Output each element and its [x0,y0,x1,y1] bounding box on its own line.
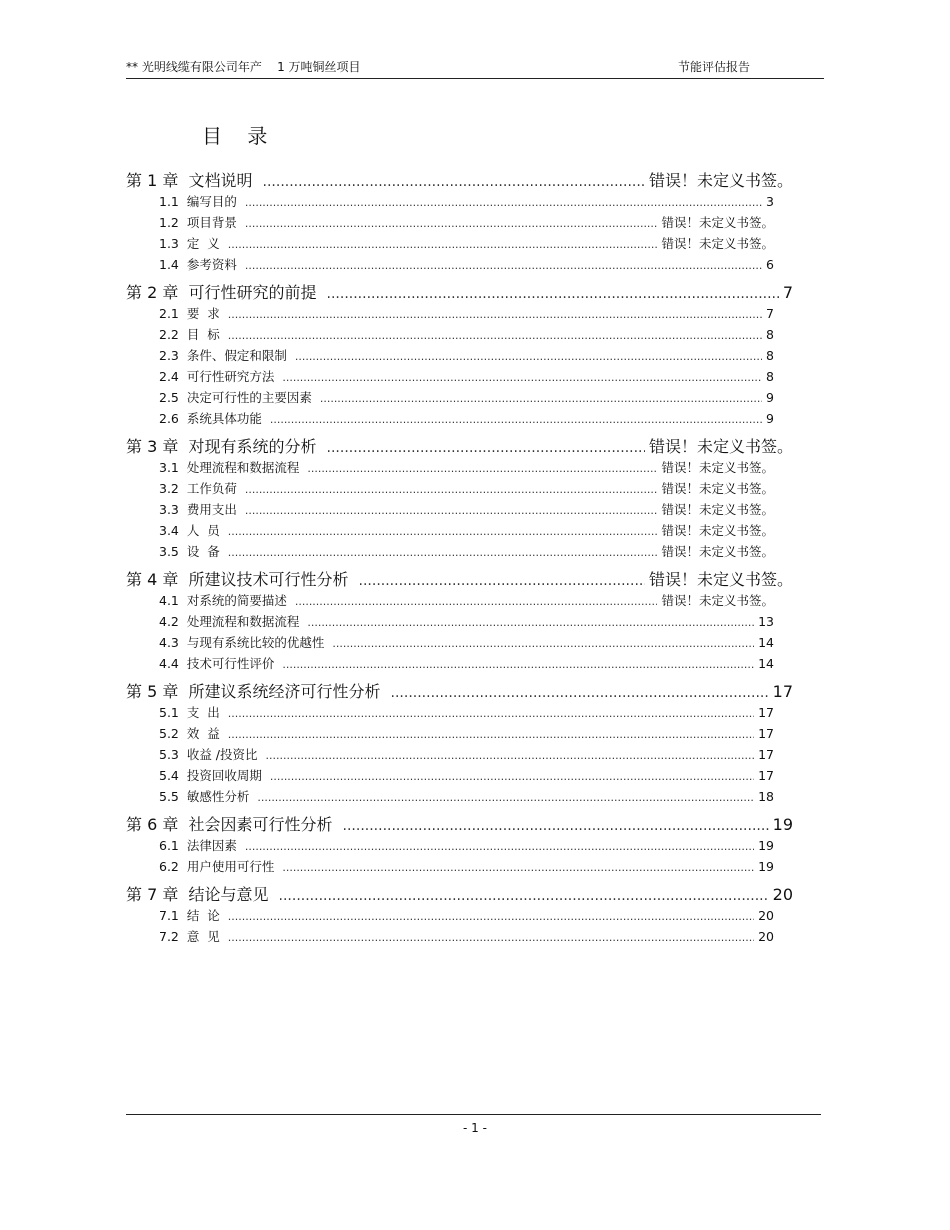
toc-section-entry[interactable] [159,346,774,367]
toc-section-entry[interactable] [159,542,774,563]
toc-section-label: 3.5 设 备 [159,544,220,559]
toc-leader-dots [282,658,754,671]
toc-section-page: 6 [766,257,774,272]
toc-chapter-label: 第 3 章 对现有系统的分析 [126,437,317,456]
header-right-text: 节能评估报告 [678,60,751,74]
toc-section-label: 3.1 处理流程和数据流程 [159,460,300,475]
toc-leader-dots [257,791,754,804]
toc-section-entry[interactable] [159,787,774,808]
toc-section-entry[interactable] [159,213,774,234]
toc-section-label: 5.3 收益 /投资比 [159,747,258,762]
footer-divider [126,1114,821,1115]
toc-section-page: 错误！未定义书签。 [661,544,774,559]
toc-section-page: 3 [766,194,774,209]
page-number: - 1 - [463,1121,487,1135]
header-left-text: ** 光明线缆有限公司年产 1 万吨铜丝项目 [126,60,361,74]
toc-chapter-label: 第 1 章 文档说明 [126,171,253,190]
toc-chapter-page: 20 [772,885,793,904]
toc-leader-dots [228,931,754,944]
toc-section-page: 7 [766,306,774,321]
toc-section-page: 20 [758,929,774,944]
toc-section-entry[interactable] [159,325,774,346]
toc-section-page: 错误！未定义书签。 [661,460,774,475]
toc-chapter-page: 19 [772,815,793,834]
toc-section-entry[interactable] [159,458,774,479]
toc-leader-dots [332,637,754,650]
toc-leader-dots [228,546,658,559]
toc-section-entry[interactable] [159,521,774,542]
toc-section-label: 3.4 人 员 [159,523,220,538]
toc-section-label: 3.3 费用支出 [159,502,237,517]
toc-section-entry[interactable] [159,836,774,857]
toc-section-entry[interactable] [159,724,774,745]
toc-leader-dots [295,350,762,363]
toc-chapter-label: 第 7 章 结论与意见 [126,885,269,904]
toc-section-page: 错误！未定义书签。 [661,523,774,538]
toc-section-page: 错误！未定义书签。 [661,593,774,608]
toc-leader-dots [245,483,658,496]
toc-chapter-label: 第 5 章 所建议系统经济可行性分析 [126,682,381,701]
toc-section-page: 14 [758,656,774,671]
toc-section-entry[interactable] [159,409,774,430]
toc-section-label: 7.2 意 见 [159,929,220,944]
toc-section-entry[interactable] [159,703,774,724]
toc-chapter-entry[interactable] [126,679,793,703]
toc-leader-dots [266,749,755,762]
toc-leader-dots [245,840,754,853]
toc-chapter-label: 第 6 章 社会因素可行性分析 [126,815,333,834]
toc-chapter-label: 第 2 章 可行性研究的前提 [126,283,317,302]
toc-leader-dots [263,174,645,190]
toc-section-page: 13 [758,614,774,629]
toc-leader-dots [295,595,658,608]
toc-section-label: 6.1 法律因素 [159,838,237,853]
toc-section-entry[interactable] [159,500,774,521]
toc-section-page: 17 [758,705,774,720]
toc-leader-dots [245,504,658,517]
toc-section-page: 错误！未定义书签。 [661,236,774,251]
toc-section-label: 1.4 参考资料 [159,257,237,272]
toc-section-entry[interactable] [159,633,774,654]
toc-chapter-entry[interactable] [126,567,793,591]
toc-section-entry[interactable] [159,367,774,388]
table-of-contents [0,168,950,948]
toc-section-label: 6.2 用户使用可行性 [159,859,275,874]
toc-section-page: 8 [766,369,774,384]
toc-chapter-entry[interactable] [126,168,793,192]
toc-chapter-entry[interactable] [126,812,793,836]
toc-section-entry[interactable] [159,304,774,325]
toc-leader-dots [228,707,754,720]
toc-leader-dots [327,440,645,456]
toc-chapter-page: 错误！未定义书签。 [648,171,793,190]
toc-leader-dots [228,525,658,538]
toc-section-page: 8 [766,327,774,342]
toc-section-page: 错误！未定义书签。 [661,502,774,517]
toc-section-label: 2.1 要 求 [159,306,220,321]
toc-chapter-entry[interactable] [126,280,793,304]
toc-section-label: 1.3 定 义 [159,236,220,251]
toc-section-label: 3.2 工作负荷 [159,481,237,496]
toc-chapter-entry[interactable] [126,882,793,906]
toc-section-label: 4.2 处理流程和数据流程 [159,614,300,629]
toc-section-label: 5.4 投资回收周期 [159,768,262,783]
toc-section-entry[interactable] [159,654,774,675]
toc-section-page: 错误！未定义书签。 [661,481,774,496]
toc-section-page: 17 [758,747,774,762]
toc-section-entry[interactable] [159,745,774,766]
toc-section-label: 2.5 决定可行性的主要因素 [159,390,312,405]
toc-leader-dots [228,238,658,251]
toc-section-label: 4.4 技术可行性评价 [159,656,275,671]
toc-leader-dots [270,770,754,783]
toc-leader-dots [307,616,754,629]
toc-section-entry[interactable] [159,927,774,948]
toc-section-entry[interactable] [159,388,774,409]
toc-leader-dots [228,728,754,741]
toc-section-entry[interactable] [159,479,774,500]
toc-leader-dots [282,371,762,384]
toc-chapter-entry[interactable] [126,434,793,458]
toc-section-page: 8 [766,348,774,363]
toc-section-page: 9 [766,411,774,426]
toc-leader-dots [282,861,754,874]
toc-section-label: 1.1 编写目的 [159,194,237,209]
toc-leader-dots [270,413,762,426]
toc-chapter-page: 7 [782,283,793,302]
toc-section-label: 5.2 效 益 [159,726,220,741]
toc-section-page: 9 [766,390,774,405]
toc-section-label: 5.1 支 出 [159,705,220,720]
toc-section-page: 17 [758,726,774,741]
toc-section-label: 4.3 与现有系统比较的优越性 [159,635,325,650]
toc-leader-dots [228,329,762,342]
toc-section-label: 2.3 条件、假定和限制 [159,348,287,363]
toc-leader-dots [307,462,657,475]
toc-section-entry[interactable] [159,234,774,255]
toc-leader-dots [343,818,769,834]
toc-section-entry[interactable] [159,255,774,276]
toc-section-entry[interactable] [159,906,774,927]
toc-leader-dots [245,217,658,230]
toc-leader-dots [245,196,762,209]
toc-section-page: 20 [758,908,774,923]
toc-leader-dots [228,910,754,923]
toc-section-page: 19 [758,859,774,874]
toc-section-label: 5.5 敏感性分析 [159,789,250,804]
toc-leader-dots [279,888,769,904]
toc-title: 目 录 [202,124,268,148]
toc-section-entry[interactable] [159,591,774,612]
toc-section-label: 2.2 目 标 [159,327,220,342]
toc-chapter-page: 错误！未定义书签。 [648,437,793,456]
toc-leader-dots [327,286,779,302]
toc-leader-dots [320,392,762,405]
toc-leader-dots [228,308,762,321]
toc-section-label: 7.1 结 论 [159,908,220,923]
toc-leader-dots [245,259,762,272]
toc-leader-dots [391,685,769,701]
toc-section-label: 4.1 对系统的简要描述 [159,593,287,608]
toc-section-entry[interactable] [159,612,774,633]
toc-section-page: 错误！未定义书签。 [661,215,774,230]
toc-leader-dots [359,573,645,589]
toc-section-label: 2.4 可行性研究方法 [159,369,275,384]
toc-section-entry[interactable] [159,857,774,878]
toc-section-page: 18 [758,789,774,804]
toc-section-page: 19 [758,838,774,853]
toc-chapter-page: 17 [772,682,793,701]
page-header [126,54,824,79]
toc-section-entry[interactable] [159,192,774,213]
toc-chapter-label: 第 4 章 所建议技术可行性分析 [126,570,349,589]
toc-section-label: 2.6 系统具体功能 [159,411,262,426]
toc-chapter-page: 错误！未定义书签。 [648,570,793,589]
toc-section-entry[interactable] [159,766,774,787]
toc-section-label: 1.2 项目背景 [159,215,237,230]
toc-section-page: 17 [758,768,774,783]
toc-section-page: 14 [758,635,774,650]
